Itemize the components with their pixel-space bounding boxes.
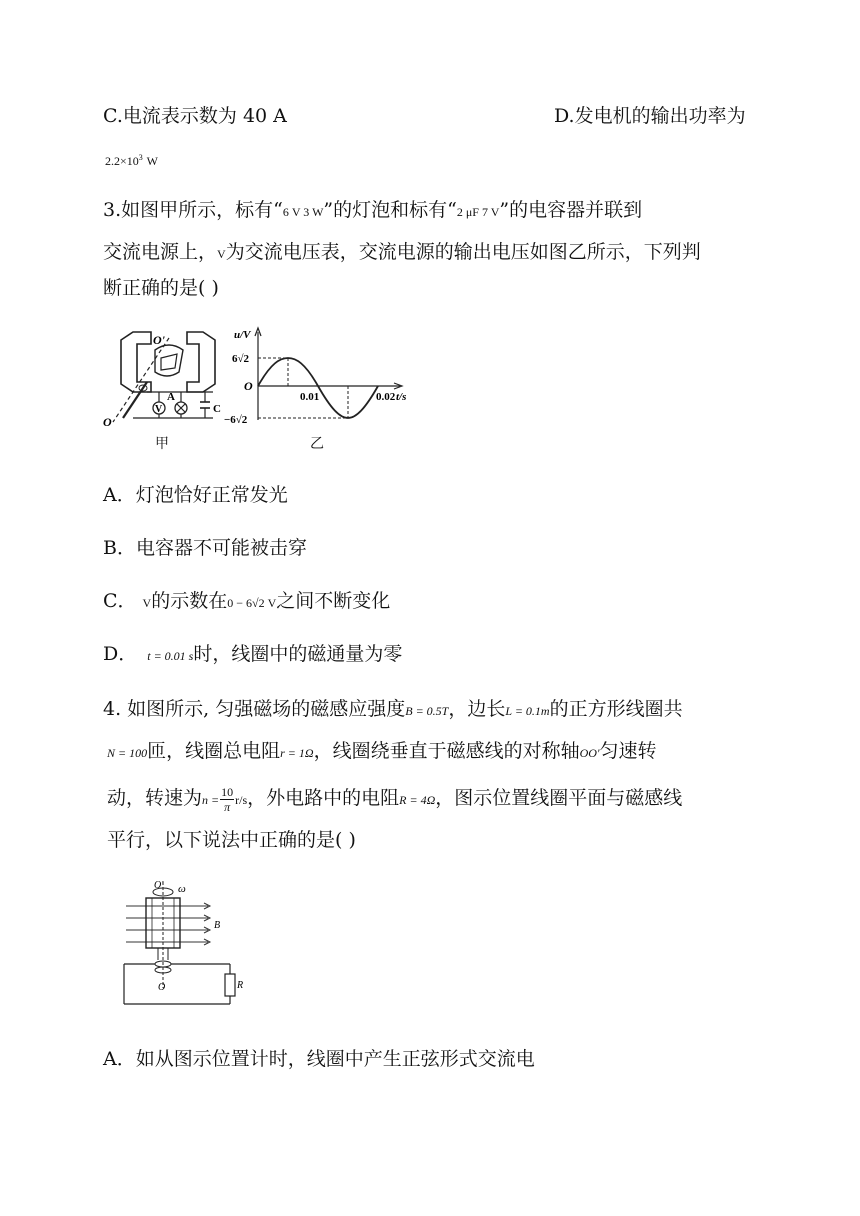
- tick-0.01: 0.01: [300, 391, 320, 403]
- tick-0.02: 0.02: [376, 391, 396, 403]
- q3-option-c: C． V的示数在0 − 6√2 V之间不断变化: [103, 590, 391, 612]
- q4-stem-line1: 4. 如图所示, 匀强磁场的磁感应强度B = 0.5T，边长L = 0.1m的正方形线圈共: [103, 698, 683, 720]
- q3-option-a: A．灯泡恰好正常发光: [103, 484, 288, 506]
- ammeter-label: A: [167, 391, 175, 403]
- q3-option-d: D． t = 0.01 s时，线圈中的磁通量为零: [103, 643, 403, 665]
- q4-stem-line3: 动，转速为n = $\frac{10}{\pi}$ r/s，外电路中的电阻R = 4Ω，图示位置线圈平面与磁感线: [107, 784, 683, 814]
- q3-option-b: B．电容器不可能被击穿: [103, 537, 307, 559]
- fig-yi-caption: 乙: [310, 436, 324, 452]
- axis-o-prime: O': [153, 333, 165, 347]
- q2-option-c: C.电流表示数为 40 A: [103, 105, 287, 127]
- q4-coil-figure: [112, 878, 252, 1008]
- resistor-label: R: [237, 980, 244, 991]
- axis-o: O: [158, 982, 166, 993]
- speed-fraction: $\frac{10}{\pi}$: [221, 784, 234, 814]
- q3-stem-line2: 交流电源上，V为交流电压表，交流电源的输出电压如图乙所示，下列判: [103, 241, 701, 263]
- y-axis-label: u/V: [234, 329, 251, 341]
- q3-stem-line3: 断正确的是( ): [103, 277, 219, 299]
- axis-o: O: [103, 415, 112, 429]
- q2-option-d: D.发电机的输出功率为: [554, 105, 746, 127]
- q4-stem-line4: 平行，以下说法中正确的是( ): [107, 829, 356, 851]
- origin-label: O: [244, 379, 253, 393]
- peak-negative-label: −6√2: [224, 414, 248, 426]
- q4-option-a: A．如从图示位置计时，线圈中产生正弦形式交流电: [103, 1048, 535, 1070]
- fig-jia-caption: 甲: [155, 436, 169, 452]
- b-field-label: B: [214, 920, 221, 931]
- omega-label: ω: [178, 883, 186, 895]
- q4-stem-line2: N = 100匝，线圈总电阻r = 1Ω，线圈绕垂直于磁感线的对称轴OO'匀速转: [107, 740, 657, 762]
- q2-power-value: $2.2\times 10^3$ W: [105, 153, 158, 168]
- capacitor-label: C: [213, 403, 221, 415]
- x-axis-label: t/s: [396, 391, 407, 403]
- peak-positive-label: 6√2: [232, 353, 250, 365]
- q3-stem-line1: 3.如图甲所示，标有“6 V 3 W”的灯泡和标有“2 μF 7 V”的电容器并联到: [103, 199, 643, 221]
- q3-waveform-graph: [224, 326, 412, 430]
- axis-o-prime: O': [154, 880, 164, 891]
- voltmeter-label: V: [155, 404, 163, 415]
- sine-curve: [258, 358, 378, 418]
